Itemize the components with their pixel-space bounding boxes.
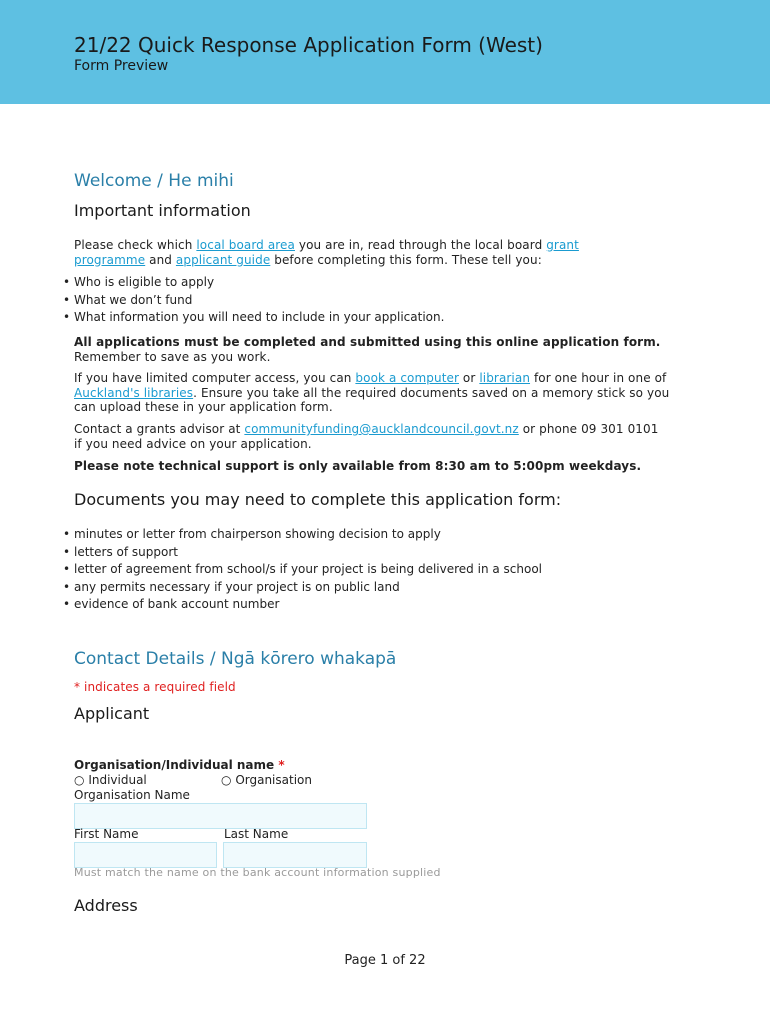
intro-paragraph bbox=[74, 238, 634, 267]
radio-organisation[interactable] bbox=[221, 773, 312, 787]
intro-text-1: Please check which bbox=[74, 238, 197, 252]
list-item: • minutes or letter from chairperson showing decision to apply bbox=[45, 526, 542, 544]
org-individual-label-text: Organisation/Individual name bbox=[74, 758, 275, 772]
save-reminder: Remember to save as you work. bbox=[74, 349, 271, 364]
book-computer-link[interactable]: book a computer bbox=[355, 371, 460, 385]
list-item: • What information you will need to include in your application. bbox=[45, 309, 444, 327]
applicant-guide-link[interactable]: applicant guide bbox=[175, 252, 271, 267]
info-bullet-list bbox=[45, 274, 444, 327]
page-number: Page 1 of 22 bbox=[344, 953, 426, 968]
form-title: 21/22 Quick Response Application Form (West) bbox=[74, 33, 543, 57]
important-info-heading: Important information bbox=[74, 201, 251, 220]
radio-individual[interactable] bbox=[74, 773, 147, 787]
email-link[interactable]: communityfunding@aucklandcouncil.govt.nz bbox=[244, 422, 519, 436]
list-item: • What we don’t fund bbox=[45, 292, 444, 310]
org-name-label: Organisation Name bbox=[74, 788, 190, 802]
radio-individual-label: Individual bbox=[88, 773, 147, 787]
documents-heading: Documents you may need to complete this application form: bbox=[74, 490, 562, 509]
form-header bbox=[0, 0, 770, 104]
intro-text-3: and bbox=[145, 252, 176, 267]
limited-text-4: . Ensure you take all the required documents saved on a memory stick so you can upload these in your application form. bbox=[74, 385, 670, 414]
grant-programme-link[interactable]: grant programme bbox=[74, 238, 579, 267]
list-item: • letters of support bbox=[45, 544, 542, 562]
welcome-heading: Welcome / He mihi bbox=[74, 171, 234, 191]
address-heading: Address bbox=[74, 896, 138, 915]
form-subtitle: Form Preview bbox=[74, 58, 169, 74]
limited-text-1: If you have limited computer access, you can bbox=[74, 371, 356, 385]
last-name-input[interactable] bbox=[223, 842, 367, 868]
contact-text-2: or phone 09 301 0101 if you need advice on your application. bbox=[74, 422, 659, 451]
list-item: • letter of agreement from school/s if your project is being delivered in a school bbox=[45, 561, 542, 579]
local-board-area-link[interactable]: local board area bbox=[196, 238, 295, 252]
auckland-libraries-link[interactable]: Auckland's libraries bbox=[74, 385, 194, 400]
first-name-input[interactable] bbox=[74, 842, 217, 868]
org-name-input[interactable] bbox=[74, 803, 367, 829]
limited-access-paragraph bbox=[74, 371, 674, 415]
name-hint: Must match the name on the bank account information supplied bbox=[74, 866, 441, 879]
limited-text-2: or bbox=[459, 371, 480, 385]
intro-text-2: you are in, read through the local board bbox=[294, 238, 547, 252]
radio-circle-icon[interactable]: ○ bbox=[221, 773, 232, 787]
required-asterisk: * bbox=[274, 758, 285, 772]
last-name-label: Last Name bbox=[224, 827, 289, 841]
list-item: • Who is eligible to apply bbox=[45, 274, 444, 292]
online-submission-bold: All applications must be completed and submitted using this online application form. bbox=[74, 335, 661, 349]
first-name-label: First Name bbox=[74, 827, 139, 841]
radio-circle-icon[interactable]: ○ bbox=[74, 773, 85, 787]
documents-list bbox=[45, 526, 542, 614]
contact-advisor-paragraph bbox=[74, 422, 664, 451]
list-item: • any permits necessary if your project is on public land bbox=[45, 579, 542, 597]
applicant-heading: Applicant bbox=[74, 704, 150, 723]
tech-support-note: Please note technical support is only available from 8:30 am to 5:00pm weekdays. bbox=[74, 459, 642, 473]
org-individual-label bbox=[74, 758, 285, 772]
intro-text-4: before completing this form. These tell you: bbox=[270, 252, 542, 267]
online-submission-note bbox=[74, 335, 664, 364]
limited-text-3: for one hour in one of bbox=[530, 371, 667, 385]
librarian-link[interactable]: librarian bbox=[479, 371, 531, 385]
contact-details-heading: Contact Details / Ngā kōrero whakapā bbox=[74, 649, 397, 669]
required-field-note: * indicates a required field bbox=[74, 680, 236, 694]
list-item: • evidence of bank account number bbox=[45, 596, 542, 614]
radio-organisation-label: Organisation bbox=[235, 773, 312, 787]
contact-text-1: Contact a grants advisor at bbox=[74, 422, 245, 436]
